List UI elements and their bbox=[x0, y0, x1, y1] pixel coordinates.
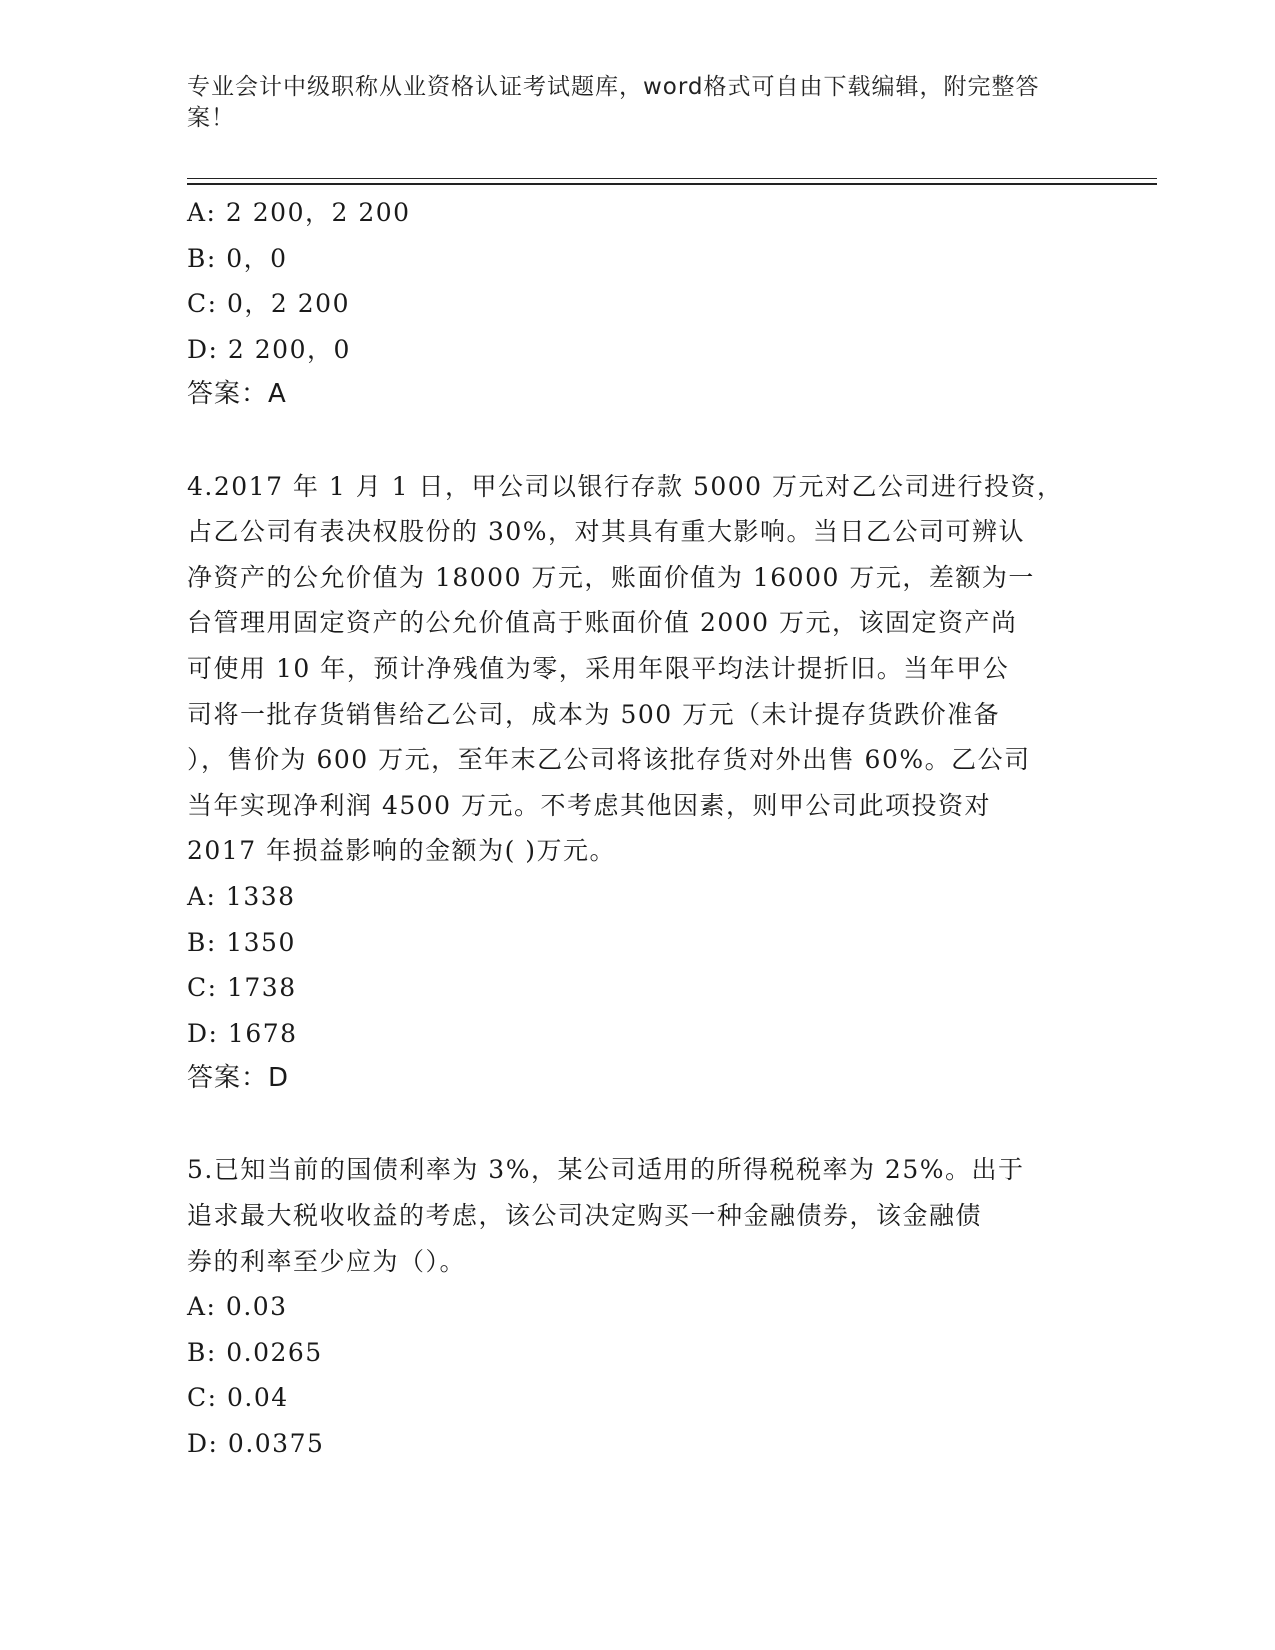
question-5-text bbox=[187, 1147, 1087, 1284]
option-d: D: 0.0375 bbox=[187, 1429, 325, 1459]
question-text-line: 追求最大税收收益的考虑，该公司决定购买一种金融债券，该金融债 bbox=[187, 1201, 983, 1231]
header-line-2: 案！ bbox=[187, 105, 235, 131]
option-a: A: 0.03 bbox=[187, 1292, 288, 1322]
question-text-line: 4.2017 年 1 月 1 日，甲公司以银行存款 5000 万元对乙公司进行投资， bbox=[187, 471, 1064, 501]
question-text-line: 台管理用固定资产的公允价值高于账面价值 2000 万元，该固定资产尚 bbox=[187, 608, 1018, 638]
option-b: B: 1350 bbox=[187, 927, 296, 957]
option-a: A: 2 200，2 200 bbox=[187, 198, 411, 227]
option-d: D: 2 200，0 bbox=[187, 334, 351, 364]
question-5-options bbox=[187, 1284, 1087, 1466]
header-divider-thick bbox=[187, 183, 1157, 185]
header-line-1: 专业会计中级职称从业资格认证考试题库，word格式可自由下载编辑，附完整答 bbox=[187, 74, 1040, 100]
spacer bbox=[187, 418, 1087, 464]
option-b: B: 0.0265 bbox=[187, 1337, 323, 1367]
question-text-line: 5.已知当前的国债利率为 3%，某公司适用的所得税税率为 25%。出于 bbox=[187, 1155, 1025, 1185]
question-3-options bbox=[187, 190, 1087, 372]
option-c: C: 0，2 200 bbox=[187, 289, 350, 319]
question-4-answer: 答案：D bbox=[187, 1063, 290, 1094]
question-text-line: 当年实现净利润 4500 万元。不考虑其他因素，则甲公司此项投资对 bbox=[187, 790, 992, 820]
question-text-line: 券的利率至少应为（）。 bbox=[187, 1246, 467, 1276]
question-text-line: 可使用 10 年，预计净残值为零，采用年限平均法计提折旧。当年甲公 bbox=[187, 653, 1010, 683]
question-list bbox=[187, 190, 1087, 1467]
question-4-options bbox=[187, 874, 1087, 1056]
question-text-line: 占乙公司有表决权股份的 30%，对其具有重大影响。当日乙公司可辨认 bbox=[187, 517, 1026, 547]
question-text-line: 司将一批存货销售给乙公司，成本为 500 万元（未计提存货跌价准备 bbox=[187, 699, 1001, 729]
question-4-text bbox=[187, 464, 1087, 874]
question-3-answer: 答案：A bbox=[187, 379, 287, 410]
option-c: C: 0.04 bbox=[187, 1383, 289, 1413]
option-c: C: 1738 bbox=[187, 973, 297, 1003]
header-divider-thin bbox=[187, 178, 1157, 179]
option-b: B: 0，0 bbox=[187, 243, 288, 273]
document-header bbox=[187, 72, 1067, 134]
question-text-line: 净资产的公允价值为 18000 万元，账面价值为 16000 万元，差额为一 bbox=[187, 562, 1035, 592]
option-a: A: 1338 bbox=[187, 881, 296, 911]
question-text-line: ），售价为 600 万元，至年末乙公司将该批存货对外出售 60%。乙公司 bbox=[187, 745, 1031, 775]
spacer bbox=[187, 1102, 1087, 1148]
option-d: D: 1678 bbox=[187, 1018, 298, 1048]
question-text-line: 2017 年损益影响的金额为( )万元。 bbox=[187, 836, 617, 866]
